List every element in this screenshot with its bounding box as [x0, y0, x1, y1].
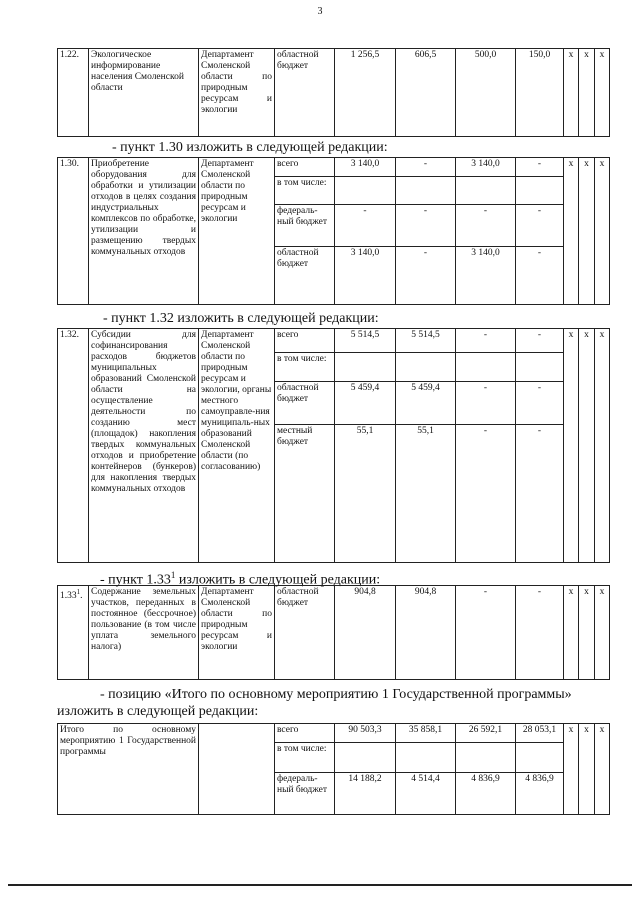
mark-x: x [595, 329, 610, 563]
funding-source: областной бюджет [275, 247, 335, 305]
mark-x: x [564, 586, 579, 680]
row-number-dot: . [80, 591, 83, 602]
funding-source: в том числе: [275, 743, 335, 773]
value-year-2: - [456, 425, 516, 563]
value-total: 1 256,5 [335, 49, 396, 137]
value-year-1: - [396, 205, 456, 247]
page-number: 3 [317, 6, 323, 17]
funding-source: областной бюджет [275, 586, 335, 680]
value-year-2: 3 140,0 [456, 247, 516, 305]
executor: Департамент Смоленской области по природным ресурсам и экологии, органы местного самоуправле-ния муниципаль-ных образований Смоленской области (по согласованию) [199, 329, 275, 563]
superscript: 1 [76, 588, 81, 596]
value-year-2: 500,0 [456, 49, 516, 137]
value-year-3: - [516, 205, 564, 247]
table-item-1-32 [57, 328, 610, 563]
value-year-3: 4 836,9 [516, 773, 564, 815]
value-total: 5 459,4 [335, 382, 396, 425]
value-total: 904,8 [335, 586, 396, 680]
value-total: 55,1 [335, 425, 396, 563]
event-description: Экологическое информирование населения Смоленской области [89, 49, 199, 137]
row-number: 1.22. [58, 49, 89, 137]
row-number: 1.32. [58, 329, 89, 563]
value-year-1: 5 514,5 [396, 329, 456, 353]
value-total: 3 140,0 [335, 158, 396, 177]
value-year-3: - [516, 158, 564, 177]
instruction-text: изложить в следующей редакции: [175, 572, 381, 588]
value-year-1: - [396, 158, 456, 177]
funding-source: областной бюджет [275, 49, 335, 137]
funding-source: в том числе: [275, 353, 335, 382]
value-year-1: 5 459,4 [396, 382, 456, 425]
instruction-1-32: - пункт 1.32 изложить в следующей редакции: [103, 311, 379, 326]
value-year-2: 4 836,9 [456, 773, 516, 815]
funding-source: всего [275, 724, 335, 743]
value-year-3: - [516, 247, 564, 305]
mark-x: x [595, 724, 610, 815]
table-total [57, 723, 610, 815]
mark-x: x [564, 49, 579, 137]
mark-x: x [595, 586, 610, 680]
row-number [58, 586, 89, 680]
value-year-3: - [516, 586, 564, 680]
value-year-2: - [456, 205, 516, 247]
funding-source: всего [275, 158, 335, 177]
row-number-main: 1.33 [60, 591, 77, 602]
mark-x: x [579, 586, 595, 680]
executor: Департамент Смоленской области по природным ресурсам и экологии [199, 586, 275, 680]
value-year-3: 150,0 [516, 49, 564, 137]
value-total: 3 140,0 [335, 247, 396, 305]
funding-source: всего [275, 329, 335, 353]
funding-source: местный бюджет [275, 425, 335, 563]
instruction-total-line-1: - позицию «Итого по основному мероприятию 1 Государственной программы» [100, 687, 572, 702]
mark-x: x [595, 158, 610, 305]
mark-x: x [579, 158, 595, 305]
superscript: 1 [170, 570, 176, 580]
value-year-2: - [456, 329, 516, 353]
value-total: 5 514,5 [335, 329, 396, 353]
funding-source: областной бюджет [275, 382, 335, 425]
mark-x: x [564, 329, 579, 563]
value-year-3: - [516, 329, 564, 353]
event-description: Приобретение оборудования для обработки и утилизации отходов в целях создания индустриальных комплексов по обработке, утилизации и размещению твердых коммунальных отходов [89, 158, 199, 305]
value-year-1: 35 858,1 [396, 724, 456, 743]
funding-source: федераль-ный бюджет [275, 773, 335, 815]
value-year-2: 3 140,0 [456, 158, 516, 177]
value-year-1: 606,5 [396, 49, 456, 137]
value-year-1: - [396, 247, 456, 305]
mark-x: x [579, 329, 595, 563]
value-total: 14 188,2 [335, 773, 396, 815]
value-year-2: - [456, 382, 516, 425]
event-description: Субсидии для софинансирования расходов бюджетов муниципальных образований Смоленской области на осуществление деятельности по созданию мест (площадок) накопления твердых коммунальных отходов и приобретение контейнеров (бункеров) для накопления твердых коммунальных отходов [89, 329, 199, 563]
executor: Департамент Смоленской области по природным ресурсам и экологии [199, 49, 275, 137]
value-total: - [335, 205, 396, 247]
mark-x: x [595, 49, 610, 137]
event-description: Содержание земельных участков, переданных в постоянное (бессрочное) пользование (в том числе уплата земельного налога) [89, 586, 199, 680]
value-total: 90 503,3 [335, 724, 396, 743]
mark-x: x [564, 724, 579, 815]
table-item-1-30 [57, 157, 610, 305]
funding-source: в том числе: [275, 177, 335, 205]
total-description: Итого по основному мероприятию 1 Государственной программы [58, 724, 199, 815]
table-item-1-22 [57, 48, 610, 137]
mark-x: x [564, 158, 579, 305]
funding-source: федераль-ный бюджет [275, 205, 335, 247]
value-year-3: 28 053,1 [516, 724, 564, 743]
value-year-2: 26 592,1 [456, 724, 516, 743]
table-item-1-33-1 [57, 585, 610, 680]
value-year-1: 55,1 [396, 425, 456, 563]
value-year-1: 4 514,4 [396, 773, 456, 815]
mark-x: x [579, 724, 595, 815]
instruction-text: - пункт 1.33 [100, 572, 171, 588]
value-year-3: - [516, 382, 564, 425]
value-year-3: - [516, 425, 564, 563]
mark-x: x [579, 49, 595, 137]
bottom-rule [8, 884, 632, 886]
executor: Департамент Смоленской области по природным ресурсам и экологии [199, 158, 275, 305]
instruction-total-line-2: изложить в следующей редакции: [57, 704, 259, 719]
row-number: 1.30. [58, 158, 89, 305]
executor-empty [199, 724, 275, 815]
value-year-1: 904,8 [396, 586, 456, 680]
instruction-1-30: - пункт 1.30 изложить в следующей редакции: [112, 140, 388, 155]
value-year-2: - [456, 586, 516, 680]
